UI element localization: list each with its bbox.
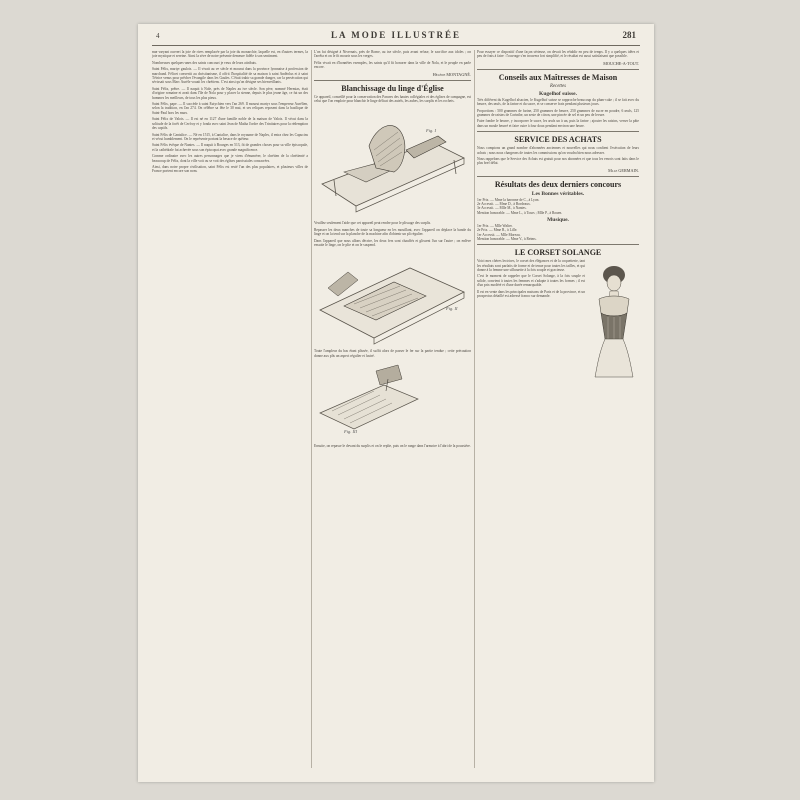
column-rule (311, 50, 312, 768)
paragraph: Saint Félix évêque de Nantes. — Il naquit à Bourges en 513, fit de grandes choses pour sa ville épiscopale, et la cathédrale fut achevée sous son épiscopat avec grande magnificence. (152, 143, 308, 152)
figure-3 (314, 361, 471, 441)
paragraph: Faire fondre le beurre, y incorporer le sucre, les œufs un à un, puis la farine ; ajouter les raisins, verser la pâte dans un moule beurré et faire cuire à four doux pendant environ une heure. (477, 119, 639, 128)
signature: Mlle GERMAIN. (608, 167, 639, 173)
running-header (156, 30, 636, 44)
corset-title: LE CORSET SOLANGE (514, 248, 602, 258)
magazine-page (138, 24, 654, 782)
section-rule (477, 69, 639, 70)
paragraph: Repasser les deux manches de toute sa longueur en les mouillant, avec l'appareil on déplace la bande du linge et on la tend sur la planche de la machine afin d'obtenir un pli régulier. (314, 227, 471, 237)
margin-mark: 4 (156, 32, 160, 40)
paragraph: Nous comptons un grand nombre d'abonnées anciennes et nouvelles qui nous confient l'exécution de leurs achats ; nous nous chargeons de toutes les commissions qu'on voudra bien nous adresser. (477, 146, 639, 155)
section-rule (477, 131, 639, 132)
advice-title: Conseils aux Maîtresses de Maison (498, 72, 618, 82)
contest-result: 1er Prix. — Mme la baronne de C., à Lyon. (477, 197, 540, 202)
article-title: Blanchissage du linge d'Église (341, 83, 444, 93)
paragraph: Saint Félix, martyr gaulois. — Il vivait au ve siècle et mourut dans la province lyonnaise à profession de marchand. Félicet convertit au christianisme, il offrit l'hospitalité de sa maison à saint Andéolus et à saint Tétrice venus pour prêcher l'évangile dans les Gaules. C'était trahir sa grande danger, car la persécution qui sévissait sous Marc Aurèle vouait les chrétiens. C'est ainsi qu'on désigne ses bienveillants. (152, 67, 308, 85)
contest-result: Mention honorable. — Mme V., à Reims. (477, 236, 537, 241)
journal-title: LA MODE ILLUSTRÉE (330, 30, 462, 40)
paragraph: Félix vivait en d'honnêtes exemples, les saints qu'il fit honorer dans la ville de Nola, et le peuple en parle encore. (314, 60, 471, 70)
figure-label: Fig. III (344, 429, 357, 435)
corset-portrait-illustration (589, 261, 639, 379)
paragraph: C'est le moment de rappeler que le Corset Solange, à la fois souple et solide, convient à toutes les femmes et s'adapte à toutes les formes ; il est d'un prix modéré et d'une durée remarquable. (477, 274, 585, 288)
header-rule (152, 45, 640, 46)
contest-result: 2e Prix. — Mme R., à Lille. (477, 228, 518, 233)
figure-label: Fig. II (446, 306, 458, 312)
section-rule (314, 80, 471, 81)
services-title: SERVICE DES ACHATS (514, 135, 602, 145)
paragraph: L'on fut désigné à Nivernais, près de Rome, au ixe siècle, puis avant refuse, le sacrifice aux idoles ; on l'arrêta et on le fit mourir sous les verges. (314, 50, 471, 59)
contest-subtitle: Les Bonnes véritables. (531, 190, 585, 197)
paragraph: Saint Félix de Valois. — Il est né en 1127 d'une famille noble de la maison de Valois. Il vécut dans la solitude de la forêt de Cerfroy et y fonda avec saint Jean de Matha l'ordre des Trinitaires pour la rédemption des captifs. (152, 117, 308, 131)
paragraph: Voici mes chères lectrices, le corset des élégances et de la coquetterie, tant les résultats sont parfaits de forme et de tenue pour toutes les tailles, et qui donne à la femme une silhouette à la fois souple et gracieuse. (477, 259, 585, 273)
page-number: 281 (622, 30, 636, 40)
column-linen (314, 50, 471, 770)
section-rule (477, 176, 639, 177)
contest-result: Mention honorable. — Mme L., à Tours ; Mlle P., à Rouen. (477, 210, 563, 215)
paragraph: Proportions : 500 grammes de farine, 250 grammes de beurre, 250 grammes de sucre en poudre, 6 œufs, 125 grammes de raisins de Corinthe, un zeste de citron, une pincée de sel et un peu de levure. (477, 108, 639, 118)
signature: MOUCHE-A-TOUT. (603, 60, 639, 66)
paragraph: mœ vœyant ouvrert la joie de rives remplacée par la joie du monarchie, laquelle est, en d'autres termes, la joie mystique et sereine. Ainsi la sève de notre présente demeure fidèle à son sentiment. (152, 50, 308, 59)
folded-surplice-illustration (314, 250, 471, 346)
column-household (477, 50, 639, 770)
figure-label: Fig. I (426, 128, 436, 134)
paragraph: Saint Félix de Cantalice. — Né en 1515, à Cantalice, dans le royaume de Naples, il entra chez les Capucins et vécut humblement. On le représente portant la besace de quêteur. (152, 132, 308, 141)
section-rule (477, 244, 639, 245)
contest-title: Résultats des deux derniers concours (494, 179, 622, 189)
paragraph: Toute l'ampleur du bas étant plissée, il suffit alors de passer le fer sur la partie tendue ; cette précaution donne aux plis un aspect régulier et lustré. (314, 349, 471, 358)
paragraph: Il est en vente dans les principales maisons de Paris et de la province, et un prospectus détaillé est adressé franco sur demande. (477, 289, 585, 299)
recipe-title: Kugelhof suisse. (539, 90, 577, 97)
advice-subtitle: Recettes (550, 83, 566, 89)
figure-1 (314, 106, 471, 218)
paragraph: Veuillez seulement l'aide que cet appareil peut rendre pour le plissage des surplis. (314, 221, 432, 226)
paragraph: Pour essayer ce dispositif d'une façon sérieuse, on devait les rétablir en peu de temps. Il y a quelques idées et peu de frais à faire : l'ouvrage s'en trouvera fort simplifié, et le résultat est aussi satisfaisant que possible. (477, 50, 639, 59)
contest-result: 2e Accessit. — Mme D., à Bordeaux. (477, 202, 531, 207)
paragraph: Ainsi, dans notre propre civilisation, saint Félix est resté l'un des plus populaires, et plusieurs villes de France portent encore son nom. (152, 164, 308, 174)
signature: Hélène MONTAGNÉ. (432, 71, 471, 77)
contest-subtitle: Musique. (547, 217, 569, 224)
paragraph: Ensuite, on repasse le devant du surplis et on le replie, puis on le range dans l'armoire à l'abri de la poussière. (314, 444, 471, 449)
contest-result: 3e Accessit. — Mlle M., à Nantes. (477, 206, 527, 211)
figure-2 (314, 250, 471, 346)
column-rule (474, 50, 475, 768)
contest-result: 1er Prix. — Mlle Walter. (477, 224, 513, 229)
column-saints (152, 50, 308, 770)
paragraph: Comme ordinaire avec les autres personnages que je viens d'énumérer, le chrétien de la chrétienté a beaucoup de Félix, dont la ville voit ou se voit des églises paroissiales consacrées. (152, 154, 308, 163)
ironing-board-illustration (314, 106, 471, 218)
paragraph: Dans l'appareil que nous allons décrire, les deux fers sont chauffés et glissent l'un sur l'autre ; on enlève ensuite le linge, on le plie et on le suspend. (314, 238, 471, 248)
paragraph: Très différent du Kugelhof alsacien, le Kugelhof suisse se rapproche beaucoup du plum-cake ; il se fait avec du beurre, des œufs, de la farine et du sucre, et se conserve frais pendant plusieurs jours. (477, 97, 639, 107)
paragraph: Ce appareil, conseillé pour la conservation des Parures des hautes collégiales et des églises de campagne, est celui que l'on emploie pour blanchir le linge délicat des autels, les aubes, les surplis et les rochets. (314, 94, 471, 104)
paragraph: Saint Félix, pape. — Il succède à saint Eutychien vers l'an 269. Il mourut martyr sous l'empereur Aurélien, selon la tradition, en l'an 274. On célèbre sa fête le 30 mai, et ses reliques reposent dans la basilique de Saint-Paul hors les murs. (152, 102, 308, 115)
pleating-iron-illustration (314, 361, 471, 441)
paragraph: Nous rappelons que le Service des Achats est gratuit pour nos abonnées et que tous les envois sont faits dans le plus bref délai. (477, 157, 639, 166)
paragraph: Nombreuses quelques-unes des saints concourt je veux de leurs attributs. (152, 60, 257, 65)
contest-result: 1er Accessit. — Mlle Moreau. (477, 232, 521, 237)
paragraph: Saint Félix, prêtre. — Il naquit à Nole, près de Naples au ive siècle. Son père, nommé Hermias, était d'origine romaine et avait dans l'île de Nola pour y placer la sienne, depuis le plus jeune âge, ce fut un des hommes les meilleurs, de tous les plus pieux. (152, 86, 308, 100)
